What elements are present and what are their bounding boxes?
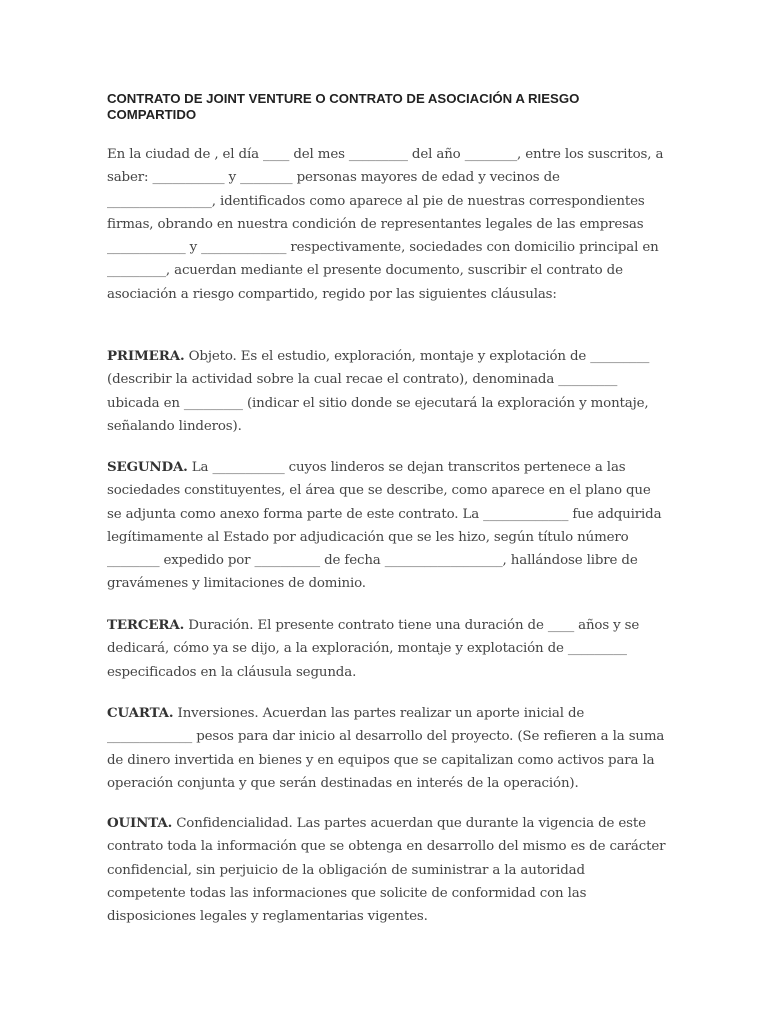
- clause-text: Duración. El presente contrato tiene una duración de ____ años y se dedicará, cómo ya se dijo, a la exploración, montaje y explotación de _________ especificados en la cláusula segunda.: [107, 618, 640, 680]
- clause-text: Confidencialidad. Las partes acuerdan que durante la vigencia de este contrato toda la información que se obtenga en desarrollo del mismo es de carácter confidencial, sin perjuicio de la obligación de suministrar a la autoridad competente todas las informaciones que solicite de conformidad con las disposiciones legales y reglamentarias vigentes.: [107, 816, 666, 925]
- clause-cuarta: [107, 702, 667, 795]
- document-title: CONTRATO DE JOINT VENTURE O CONTRATO DE ASOCIACIÓN A RIESGO COMPARTIDO: [107, 91, 580, 122]
- clause-segunda: [107, 456, 667, 596]
- clause-heading: SEGUNDA.: [107, 459, 188, 475]
- clause-text: La ___________ cuyos linderos se dejan transcritos pertenece a las sociedades constituyentes, el área que se describe, como aparece en el plano que se adjunta como anexo forma parte de este contrato. La _____________ fue adquirida legítimamente al Estado por adjudicación que se les hizo, según título número ________ expedido por __________ de fecha __________________, hallándose libre de gravámenes y limitaciones de dominio.: [107, 460, 662, 592]
- clause-text: Inversiones. Acuerdan las partes realizar un aporte inicial de _____________ pesos para dar inicio al desarrollo del proyecto. (Se refieren a la suma de dinero invertida en bienes y en equipos que se capitalizan como activos para la operación conjunta y que serán destinadas en interés de la operación).: [107, 706, 665, 791]
- clause-primera: [107, 345, 667, 438]
- clause-heading: OUINTA.: [107, 815, 173, 831]
- intro-paragraph: En la ciudad de , el día ____ del mes _________ del año ________, entre los suscritos, a saber: ___________ y ________ personas mayores de edad y vecinos de ________________, identificados como aparece al pie de nuestras correspondientes firmas, obrando en nuestra condición de representantes legales de las empresas ____________ y _____________ respectivamente, sociedades con domicilio principal en _________, acuerdan mediante el presente documento, suscribir el contrato de asociación a riesgo compartido, regido por las siguientes cláusulas:: [107, 147, 664, 302]
- clause-tercera: [107, 614, 667, 684]
- clause-heading: TERCERA.: [107, 617, 185, 633]
- clause-quinta: [107, 812, 667, 928]
- clause-heading: CUARTA.: [107, 705, 174, 721]
- clause-heading: PRIMERA.: [107, 348, 185, 364]
- clause-text: Objeto. Es el estudio, exploración, montaje y explotación de _________ (describir la actividad sobre la cual recae el contrato), denominada _________ ubicada en _________ (indicar el sitio donde se ejecutará la exploración y montaje, señalando linderos).: [107, 349, 650, 434]
